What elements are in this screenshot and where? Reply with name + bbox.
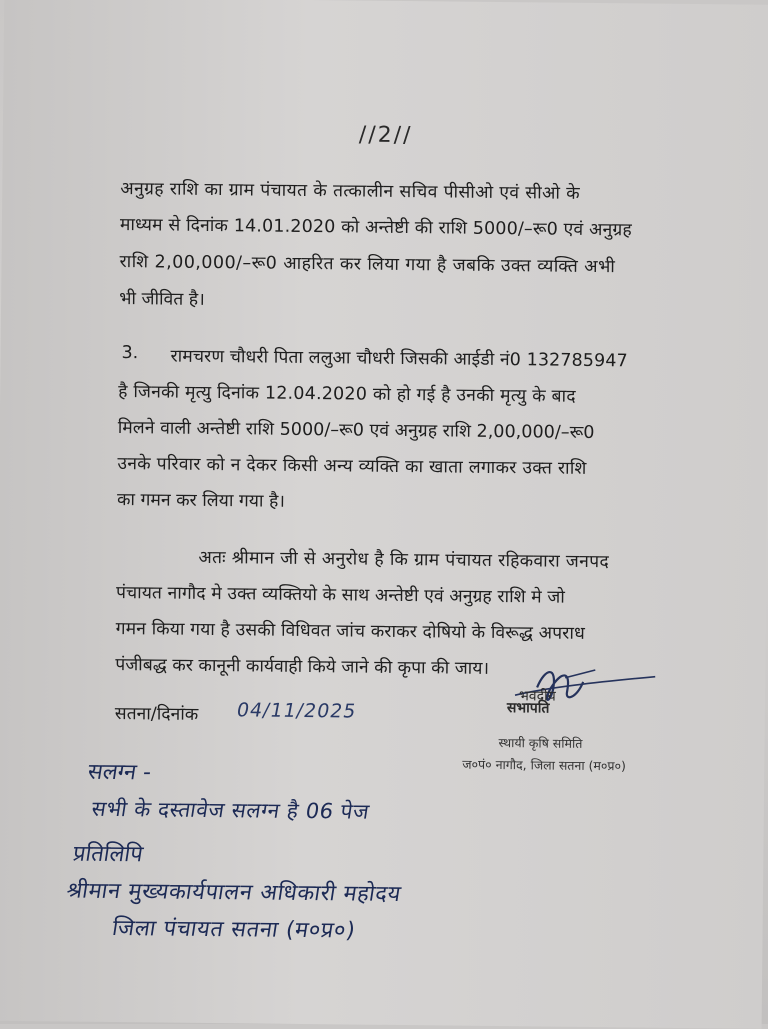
enclosure-text: सभी के दस्तावेज सलग्न है 06 पेज [89,796,372,824]
enclosure-label: सलग्न - [86,759,153,786]
paragraph-3-line-3: गमन किया गया है उसकी विधिवत जांच कराकर दोषियो के विरूद्ध अपराध [115,619,585,644]
signature-text: भवदीय [518,688,556,705]
paragraph-3-line-1: अतः श्रीमान जी से अनुरोध है कि ग्राम पंचायत रहिकवारा जनपद [198,547,610,573]
page-number: //2// [358,122,413,149]
paragraph-1-line-2: माध्यम से दिनांक 14.01.2020 को अन्तेष्टी की राशि 5000/–रू0 एवं अनुग्रह [119,215,632,241]
paragraph-2-line-3: मिलने वाली अन्तेष्टी राशि 5000/–रू0 एवं अनुग्रह राशि 2,00,000/–रू0 [117,418,595,444]
copy-label: प्रतिलिपि [71,841,145,868]
copy-to-line-2: जिला पंचायत सतना (म०प्र०) [110,916,358,944]
paragraph-1-line-4: भी जीवित है। [119,289,205,310]
stamp-line-1: स्थायी कृषि समिति [498,735,583,751]
paragraph-2-line-4: उनके परिवार को न देकर किसी अन्य व्यक्ति का खाता लगाकर उक्त राशि [117,454,587,479]
copy-to-line-1: श्रीमान मुख्यकार्यपालन अधिकारी महोदय [64,878,403,907]
paragraph-2-number: 3. [121,343,139,364]
paragraph-2-line-5: का गमन कर लिया गया है। [116,490,286,512]
handwritten-date: 04/11/2025 [234,699,359,723]
paragraph-2-line-1: रामचरण चौधरी पिता ललुआ चौधरी जिसकी आईडी नं0 132785947 [170,346,628,372]
paragraph-1-line-3: राशि 2,00,000/–रू0 आहरित कर लिया गया है जबकि उक्त व्यक्ति अभी [119,252,616,278]
place-date-label: सतना/दिनांक [114,704,199,725]
paragraph-3-line-4: पंजीबद्ध कर कानूनी कार्यवाही किये जाने की कृपा की जाय। [115,655,490,679]
paragraph-3-line-2: पंचायत नागौद मे उक्त व्यक्तियो के साथ अन्तेष्टी एवं अनुग्रह राशि मे जो [115,583,566,608]
paragraph-2-line-2: है जिनकी मृत्यु दिनांक 12.04.2020 को हो गई है उनकी मृत्यु के बाद [118,382,576,407]
paragraph-1-line-1: अनुग्रह राशि का ग्राम पंचायत के तत्कालीन सचिव पीसीओ एवं सीओ के [120,179,581,204]
official-stamp [446,688,667,783]
stamp-line-2: ज०पं० नागौद, जिला सतना (म०प्र०) [462,756,627,774]
stamp-title: सभापति [506,700,550,717]
